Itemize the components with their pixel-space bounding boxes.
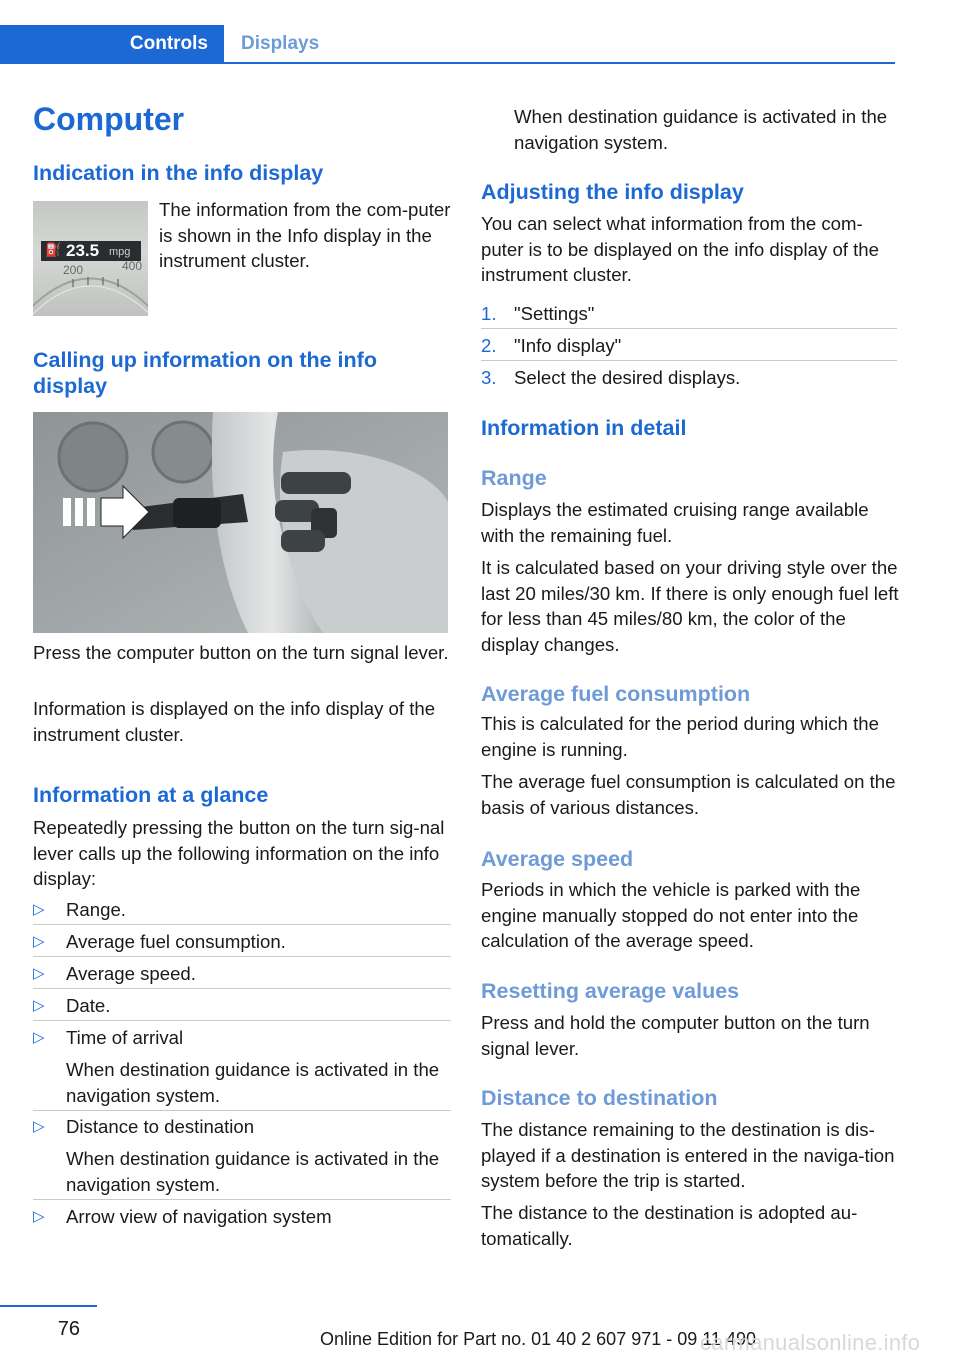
page-title: Computer — [33, 101, 185, 137]
triangle-bullet-icon: ▷ — [33, 965, 45, 982]
list-item-label: Time of arrival — [66, 1027, 184, 1048]
triangle-bullet-icon: ▷ — [33, 1029, 45, 1046]
edition-note: Online Edition for Part no. 01 40 2 607 971 - 09 11 490 — [320, 1329, 756, 1349]
divider — [481, 328, 897, 329]
list-item-label: Arrow view of navigation system — [66, 1206, 332, 1227]
list-item — [33, 1204, 451, 1230]
step-number: 1. — [481, 303, 497, 324]
at-a-glance-intro: Repeatedly pressing the button on the turn sig-nal lever calls up the following information on the info display: — [33, 817, 445, 889]
triangle-bullet-icon: ▷ — [33, 997, 45, 1014]
list-item — [33, 897, 451, 923]
list-item-note: When destination guidance is activated in the navigation system. — [66, 1059, 440, 1106]
divider — [33, 1199, 451, 1200]
heading-average-fuel: Average fuel consumption — [481, 682, 751, 706]
tab-controls[interactable]: Controls — [0, 25, 224, 62]
watermark: carmanualsonline.info — [700, 1330, 921, 1355]
tab-displays[interactable]: Displays — [241, 33, 320, 54]
scale-label-200: 200 — [63, 263, 84, 277]
avg-fuel-text-1: This is calculated for the period during which the engine is running. — [481, 713, 879, 760]
divider — [33, 1020, 451, 1021]
adjusting-text: You can select what information from the com-puter is to be displayed on the info display of the instrument cluster. — [481, 213, 879, 285]
heading-calling-up: Calling up information on the info display — [33, 348, 377, 398]
readout-unit: mpg — [109, 246, 131, 258]
list-item-label: Range. — [66, 899, 126, 920]
list-item — [33, 1025, 451, 1110]
page-number: 76 — [57, 1318, 80, 1340]
heading-average-speed: Average speed — [481, 847, 634, 871]
distance-text-1: The distance remaining to the destination is dis-played if a destination is entered in the naviga-tion system before the trip is started. — [481, 1119, 895, 1191]
steering-wheel-graphic — [33, 412, 448, 633]
scale-label-400: 400 — [122, 259, 143, 273]
list-item — [33, 993, 451, 1019]
heading-indication-info-display: Indication in the info display — [33, 161, 324, 185]
step-number: 3. — [481, 367, 497, 388]
heading-distance: Distance to destination — [481, 1086, 718, 1110]
triangle-bullet-icon: ▷ — [33, 933, 45, 950]
list-item-note: When destination guidance is activated in the navigation system. — [66, 1148, 440, 1195]
info-display-image — [33, 201, 148, 316]
heading-range: Range — [481, 466, 547, 490]
divider — [33, 956, 451, 957]
heading-information-in-detail: Information in detail — [481, 416, 687, 440]
triangle-bullet-icon: ▷ — [33, 901, 45, 918]
avg-speed-text: Periods in which the vehicle is parked with the engine manually stopped do not enter into the calculation of the average speed. — [481, 879, 861, 951]
resetting-text: Press and hold the computer button on the turn signal lever. — [481, 1012, 870, 1059]
heading-at-a-glance: Information at a glance — [33, 783, 269, 807]
range-text-2: It is calculated based on your driving style over the last 20 miles/30 km. If there is only enough fuel left for less than 45 miles/80 km, the color of the display changes. — [481, 557, 899, 655]
header-tab-bar — [0, 25, 895, 64]
list-item-label: Distance to destination — [66, 1116, 255, 1137]
list-item — [33, 961, 451, 987]
step-item — [481, 365, 897, 391]
heading-resetting: Resetting average values — [481, 979, 740, 1003]
steering-wheel-image — [33, 412, 448, 633]
calling-up-text-1: Press the computer button on the turn signal lever. — [33, 642, 449, 663]
divider — [33, 988, 451, 989]
step-label: Select the desired displays. — [514, 367, 741, 388]
divider — [481, 360, 897, 361]
step-item — [481, 333, 897, 359]
step-number: 2. — [481, 335, 497, 356]
range-text-1: Displays the estimated cruising range available with the remaining fuel. — [481, 499, 869, 546]
list-item-label: Average speed. — [66, 963, 196, 984]
avg-fuel-text-2: The average fuel consumption is calculated on the basis of various distances. — [481, 771, 896, 818]
triangle-bullet-icon: ▷ — [33, 1118, 45, 1135]
list-item-label: Average fuel consumption. — [66, 931, 286, 952]
fuel-pump-icon: ⛽ — [45, 242, 62, 257]
list-item — [33, 1114, 451, 1199]
triangle-bullet-icon: ▷ — [33, 1208, 45, 1225]
heading-adjusting: Adjusting the info display — [481, 180, 744, 204]
footer-rule — [0, 1305, 97, 1307]
step-item — [481, 301, 897, 327]
list-item-label: Date. — [66, 995, 111, 1016]
divider — [33, 1110, 451, 1111]
step-label: "Settings" — [514, 303, 595, 324]
step-label: "Info display" — [514, 335, 622, 356]
info-display-description: The information from the com-puter is shown in the Info display in the instrument cluster. — [159, 199, 451, 271]
calling-up-text-2: Information is displayed on the info display of the instrument cluster. — [33, 698, 436, 745]
distance-text-2: The distance to the destination is adopted au-tomatically. — [481, 1202, 858, 1249]
readout-value: 23.5 — [66, 241, 100, 260]
divider — [33, 924, 451, 925]
continued-note: When destination guidance is activated in the navigation system. — [514, 106, 888, 153]
list-item — [33, 929, 451, 955]
